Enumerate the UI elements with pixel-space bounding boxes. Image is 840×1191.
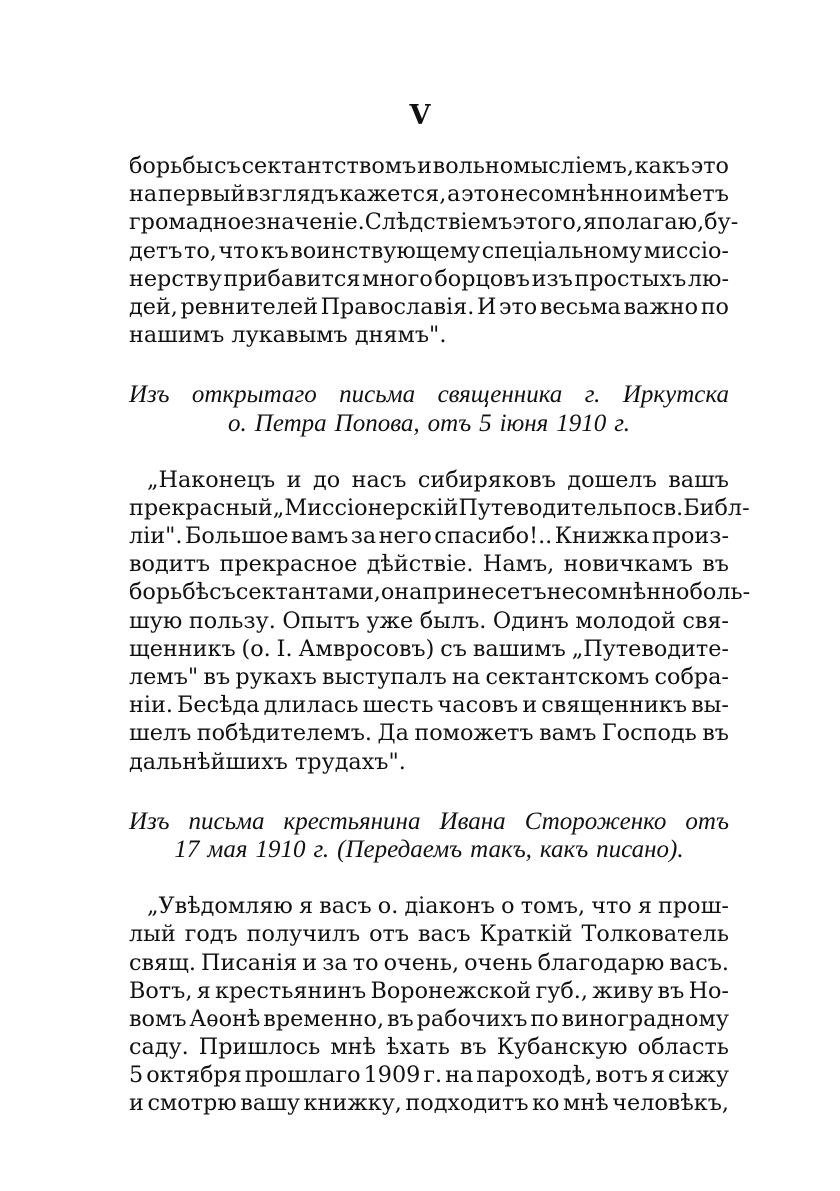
word: принесетъ bbox=[422, 579, 547, 606]
word: длилась bbox=[263, 692, 359, 719]
word: на bbox=[129, 181, 158, 208]
word: побѣдителемъ. bbox=[196, 720, 372, 747]
word: Книжка bbox=[554, 523, 650, 550]
word: воинствующему bbox=[290, 237, 481, 264]
word: отъ bbox=[685, 807, 729, 835]
word: былъ. bbox=[419, 607, 487, 634]
word: г. bbox=[313, 835, 330, 863]
text-line bbox=[129, 977, 729, 1005]
word: прекрасное bbox=[219, 551, 358, 578]
word: борьбѣ bbox=[129, 579, 210, 606]
word: отъ bbox=[369, 921, 410, 948]
word: очень, bbox=[383, 949, 460, 976]
page-text bbox=[129, 152, 751, 1118]
word: сибиряковъ bbox=[417, 466, 556, 493]
word: васъ. bbox=[669, 949, 729, 976]
word: „Миссіонерскій bbox=[272, 494, 459, 521]
word: сектантствомъ bbox=[241, 153, 417, 179]
text-line bbox=[129, 466, 729, 494]
word: ревнителей bbox=[180, 293, 318, 320]
word: томъ, bbox=[520, 893, 586, 920]
word: спасибо!.. bbox=[434, 523, 553, 550]
word: Попова, bbox=[334, 409, 420, 437]
word: молодой bbox=[575, 607, 676, 634]
text-line bbox=[129, 949, 729, 977]
word: лемъ" bbox=[129, 664, 199, 690]
word: 5 bbox=[479, 409, 492, 437]
text-line bbox=[129, 152, 729, 180]
word: она bbox=[380, 579, 423, 606]
text-line bbox=[129, 293, 729, 321]
word: насъ bbox=[351, 466, 407, 493]
text-line bbox=[129, 578, 751, 606]
word: книжку, bbox=[303, 1090, 402, 1117]
word: щенникъ bbox=[129, 635, 236, 662]
word: то, bbox=[184, 237, 217, 264]
word: сектантскомъ bbox=[485, 664, 650, 690]
word: Одинъ bbox=[492, 607, 569, 634]
word: 1909 bbox=[363, 1062, 421, 1089]
word: Ивана bbox=[439, 807, 506, 835]
word: я bbox=[582, 209, 597, 236]
word: прибавится bbox=[223, 265, 361, 292]
word: то bbox=[352, 949, 379, 976]
word: вы- bbox=[691, 692, 729, 719]
word: Слѣдствіемъ bbox=[364, 209, 513, 236]
word: іюня bbox=[499, 409, 549, 437]
word: въ bbox=[386, 1005, 414, 1032]
word: крестьянина bbox=[283, 807, 421, 835]
word: несомнѣнно bbox=[500, 181, 643, 208]
word: (о. bbox=[241, 635, 271, 662]
word: громадное bbox=[129, 209, 255, 236]
word: боль- bbox=[689, 579, 751, 606]
word: писано). bbox=[596, 835, 684, 863]
word: Амвросовъ) bbox=[298, 635, 435, 662]
word: св. bbox=[651, 494, 684, 521]
word: священникъ bbox=[541, 692, 688, 719]
word: вашу bbox=[240, 1090, 300, 1117]
word: бу- bbox=[704, 209, 739, 236]
word: значеніе. bbox=[254, 209, 365, 236]
word: сектантами, bbox=[235, 579, 381, 606]
word: 1910 bbox=[255, 835, 306, 863]
word: 17 bbox=[174, 835, 200, 863]
word: и bbox=[522, 692, 538, 719]
word: простыхъ bbox=[574, 265, 687, 292]
word: Писанія bbox=[201, 949, 298, 976]
word: какъ bbox=[634, 153, 690, 179]
text-line bbox=[129, 494, 750, 522]
word: въ bbox=[657, 977, 685, 1004]
word: мая bbox=[207, 835, 248, 863]
word: Воронежской bbox=[370, 977, 532, 1004]
word: дошелъ bbox=[567, 466, 657, 493]
heading-line bbox=[129, 836, 729, 864]
word: это bbox=[461, 181, 500, 208]
word: Господь bbox=[601, 720, 697, 747]
text-line bbox=[129, 892, 729, 920]
word: этого, bbox=[512, 209, 583, 236]
word: въ bbox=[459, 1034, 487, 1061]
text-line bbox=[129, 1061, 729, 1089]
word: спеціальному bbox=[481, 237, 643, 264]
word: Краткій bbox=[479, 921, 573, 948]
word: Православія. bbox=[320, 293, 475, 320]
word: прошлаго bbox=[244, 1062, 361, 1089]
word: Изъ bbox=[129, 807, 170, 835]
word: съ bbox=[209, 579, 236, 606]
word: съ bbox=[214, 153, 241, 179]
word: г. bbox=[614, 409, 630, 437]
word: къ bbox=[260, 237, 289, 264]
word: Большое bbox=[184, 523, 289, 550]
word: рукахъ bbox=[235, 664, 317, 690]
word: „Увѣдомляю bbox=[147, 893, 293, 920]
word: лю- bbox=[687, 265, 729, 292]
word: лукавымъ bbox=[231, 322, 348, 349]
word: очень bbox=[464, 949, 533, 976]
word: Но- bbox=[688, 977, 729, 1004]
text-line bbox=[129, 237, 729, 265]
word: лый bbox=[129, 921, 176, 948]
word: несомнѣнно bbox=[546, 579, 690, 606]
word: много bbox=[362, 265, 433, 292]
word: Кубанскую bbox=[496, 1034, 628, 1061]
word: І. bbox=[276, 635, 293, 662]
word: весьма bbox=[539, 293, 621, 320]
word: поможетъ bbox=[414, 720, 534, 747]
text-line bbox=[129, 550, 729, 578]
word: прош- bbox=[658, 893, 729, 920]
word: Опытъ bbox=[282, 607, 360, 634]
word: новичкамъ bbox=[563, 551, 693, 578]
word: дѣйствіе. bbox=[366, 551, 474, 578]
word: борцовъ bbox=[434, 265, 530, 292]
word: и bbox=[302, 949, 318, 976]
word: по bbox=[622, 494, 652, 521]
word: я bbox=[637, 893, 652, 920]
word: человѣкъ, bbox=[612, 1090, 729, 1117]
word: Пришлось bbox=[198, 1034, 321, 1061]
word: уже bbox=[366, 607, 414, 634]
word: о bbox=[501, 893, 515, 920]
word: (Передаемъ bbox=[337, 835, 463, 863]
word: Петра bbox=[254, 409, 327, 437]
text-line bbox=[129, 1089, 729, 1117]
word: имѣетъ bbox=[643, 181, 729, 208]
word: шесть bbox=[362, 692, 434, 719]
word: 5 bbox=[129, 1062, 144, 1089]
word: благодарю bbox=[537, 949, 665, 976]
word: подходитъ bbox=[405, 1090, 529, 1117]
word: „Путеводите- bbox=[571, 635, 729, 662]
word: я bbox=[650, 1062, 665, 1089]
word: вашъ bbox=[668, 466, 729, 493]
word: вольномысліемъ, bbox=[432, 153, 634, 179]
text-line bbox=[129, 208, 739, 236]
word: пароходѣ, bbox=[476, 1062, 593, 1089]
word: Да bbox=[377, 720, 409, 747]
word: первый bbox=[157, 181, 246, 208]
word: полагаю, bbox=[596, 209, 705, 236]
word: него bbox=[378, 523, 432, 550]
word: какъ bbox=[539, 835, 589, 863]
word: изъ bbox=[531, 265, 573, 292]
word: въ bbox=[702, 551, 729, 578]
word: что bbox=[591, 893, 632, 920]
word: вамъ bbox=[290, 523, 349, 550]
word: Изъ bbox=[129, 381, 170, 409]
word: Стороженко bbox=[524, 807, 667, 835]
text-line bbox=[129, 607, 729, 635]
heading-line bbox=[129, 808, 729, 836]
word: область bbox=[637, 1034, 729, 1061]
word: отъ bbox=[427, 409, 472, 437]
word: ніи. bbox=[129, 692, 173, 719]
word: г. bbox=[423, 1062, 443, 1089]
word: что bbox=[218, 237, 259, 264]
word: саду. bbox=[129, 1034, 189, 1061]
word: ко bbox=[532, 1090, 560, 1117]
word: а bbox=[447, 181, 461, 208]
word: за bbox=[322, 949, 348, 976]
word: и bbox=[129, 1090, 144, 1117]
word: по bbox=[700, 293, 729, 320]
word: по bbox=[530, 1005, 559, 1032]
word: живу bbox=[592, 977, 654, 1004]
word: произ- bbox=[651, 523, 729, 550]
word: пользу. bbox=[188, 607, 276, 634]
word: и bbox=[417, 153, 432, 179]
letter-heading bbox=[129, 381, 729, 437]
heading-line bbox=[129, 381, 729, 409]
page-number: V bbox=[409, 100, 431, 131]
word: дальнѣйшихъ bbox=[129, 748, 288, 775]
word: Путеводитель bbox=[458, 494, 623, 521]
word: прекрасный bbox=[129, 494, 273, 521]
paragraph bbox=[129, 466, 751, 776]
word: 1910 bbox=[556, 409, 607, 437]
heading-line bbox=[129, 410, 729, 438]
word: такъ, bbox=[470, 835, 532, 863]
word: ліи". bbox=[129, 523, 183, 550]
paragraph bbox=[129, 892, 729, 1118]
word: васъ bbox=[319, 893, 372, 920]
text-line bbox=[129, 719, 729, 747]
text-line bbox=[129, 321, 729, 349]
word: въ bbox=[702, 720, 729, 747]
word: о. bbox=[228, 409, 247, 437]
word: свя- bbox=[682, 607, 729, 634]
word: часовъ bbox=[437, 692, 519, 719]
word: на bbox=[452, 664, 481, 690]
word: шелъ bbox=[129, 720, 192, 747]
text-line bbox=[129, 522, 729, 550]
word: вашимъ bbox=[472, 635, 566, 662]
word: губ., bbox=[535, 977, 588, 1004]
word: письма bbox=[339, 381, 416, 409]
word: детъ bbox=[129, 237, 183, 264]
word: трудахъ". bbox=[294, 748, 406, 775]
word: Аѳонѣ bbox=[189, 1005, 261, 1032]
word: это bbox=[690, 153, 729, 179]
word: Иркутска bbox=[622, 381, 729, 409]
word: въ bbox=[203, 664, 231, 690]
word: діаконъ bbox=[404, 893, 495, 920]
word: за bbox=[350, 523, 377, 550]
word: годъ bbox=[184, 921, 238, 948]
word: „Наконецъ bbox=[147, 466, 276, 493]
word: получилъ bbox=[246, 921, 361, 948]
word: мнѣ bbox=[330, 1034, 376, 1061]
word: днямъ". bbox=[354, 322, 447, 349]
word: кажется, bbox=[339, 181, 447, 208]
word: борьбы bbox=[129, 153, 214, 179]
word: нерству bbox=[129, 265, 222, 292]
word: г. bbox=[584, 381, 601, 409]
word: дей, bbox=[129, 293, 178, 320]
text-line bbox=[129, 920, 729, 948]
word: Бесѣда bbox=[177, 692, 260, 719]
word: собра- bbox=[654, 664, 729, 690]
word: крестьянинъ bbox=[215, 977, 367, 1004]
word: водитъ bbox=[129, 551, 211, 578]
text-line bbox=[129, 1033, 729, 1061]
word: это bbox=[498, 293, 538, 320]
word: выступалъ bbox=[322, 664, 447, 690]
letter-heading bbox=[129, 808, 729, 864]
word: и bbox=[286, 466, 302, 493]
word: И bbox=[476, 293, 497, 320]
word: на bbox=[445, 1062, 474, 1089]
word: до bbox=[312, 466, 341, 493]
word: свящ. bbox=[129, 949, 196, 976]
word: миссіо- bbox=[643, 237, 729, 264]
text-line bbox=[129, 748, 729, 776]
text-line bbox=[129, 180, 729, 208]
word: я bbox=[298, 893, 314, 920]
word: я bbox=[196, 977, 211, 1004]
text-line bbox=[129, 663, 729, 691]
word: сижу bbox=[667, 1062, 729, 1089]
word: священника bbox=[437, 381, 563, 409]
word: Намъ, bbox=[482, 551, 555, 578]
word: открытаго bbox=[191, 381, 317, 409]
word: вотъ bbox=[595, 1062, 648, 1089]
word: вомъ bbox=[129, 1005, 187, 1032]
word: ѣхать bbox=[386, 1034, 450, 1061]
word: нашимъ bbox=[129, 322, 225, 349]
word: мнѣ bbox=[563, 1090, 609, 1117]
word: письма bbox=[188, 807, 265, 835]
word: шую bbox=[129, 607, 183, 634]
word: взглядъ bbox=[246, 181, 339, 208]
word: октября bbox=[146, 1062, 242, 1089]
text-line bbox=[129, 1005, 729, 1033]
word: важно bbox=[623, 293, 699, 320]
text-line bbox=[129, 265, 729, 293]
text-line bbox=[129, 691, 729, 719]
word: Вотъ, bbox=[129, 977, 193, 1004]
word: васъ bbox=[417, 921, 471, 948]
word: временно, bbox=[263, 1005, 385, 1032]
word: о. bbox=[377, 893, 399, 920]
word: смотрю bbox=[147, 1090, 237, 1117]
word: съ bbox=[440, 635, 467, 662]
paragraph bbox=[129, 152, 739, 349]
word: Толкователь bbox=[581, 921, 729, 948]
word: Библ- bbox=[683, 494, 750, 521]
word: виноградному bbox=[561, 1005, 729, 1032]
word: вамъ bbox=[539, 720, 597, 747]
text-line bbox=[129, 635, 729, 663]
word: рабочихъ bbox=[416, 1005, 528, 1032]
